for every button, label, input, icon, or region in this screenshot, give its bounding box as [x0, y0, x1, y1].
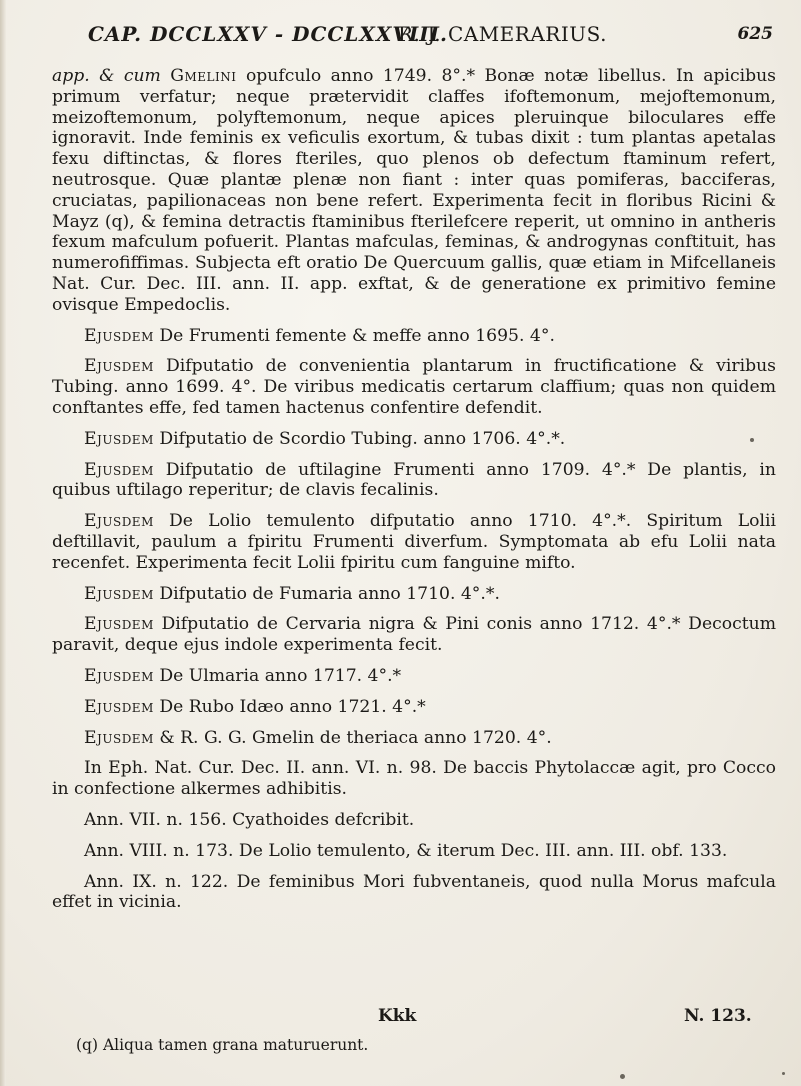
entry-de-scordio — [52, 429, 776, 450]
entry-de-ulmaria — [52, 666, 776, 687]
author-name: Ejusdem — [84, 614, 154, 635]
paper-speck — [782, 1072, 785, 1075]
signature-mark: Kkk — [378, 1006, 417, 1026]
entry-de-frumenti — [52, 326, 776, 347]
entry-text: Ann. IX. n. 122. De feminibus Mori fubventaneis, quod nulla Morus mafcula effet in vicinia. — [52, 871, 776, 913]
entry-ann-viii — [52, 841, 776, 862]
author-name: Ejusdem — [84, 511, 154, 532]
author-name: Gmelini — [170, 66, 237, 86]
entry-de-rubo — [52, 697, 776, 718]
footnote: (q) Aliqua tamen grana maturuerunt. — [76, 1036, 369, 1054]
author-name: Ejusdem — [84, 696, 154, 717]
entry-text: Difputatio de convenientia plantarum in fructificatione & viribus Tubing. anno 1699. 4°. De viribus medicatis certarum claffium; quas non quidem conftantes effe, fed tamen hactenus confentire defendit. — [52, 356, 776, 418]
entry-text: Ann. VII. n. 156. Cyathoides defcribit. — [84, 809, 415, 830]
entry-prefix: app. & cum — [52, 66, 171, 86]
entry-text: Difputatio de uftilagine Frumenti anno 1709. 4°.* De plantis, in quibus uftilago reperitur; de clavis fecalinis. — [52, 459, 776, 501]
entry-text: opufculo anno 1749. 8°.* Bonæ notæ libellus. In apicibus primum verfatur; neque prætervidit claffes ifoftemonum, mejoftemonum, meizoftemonum, polyftemonum, neque apices pleruinque biloculares effe ignoravit. Inde feminis ex veficulis exortum, & tubas dixit : tum plantas apetalas fexu diftinctas, & flores fteriles, quo plenos ob defectum ftaminum refert, neutrosque. Quæ plantæ plenæ non fiant : inter quas pomiferas, bacciferas, cruciatas, papilionaceas non bene refert. Experimenta fecit in floribus Ricini & Mayz (q), & femina detractis ftaminibus fterilefcere reperit, ut omnino in antheris fexum mafculum pofuerit. Plantas mafculas, feminas, & androgynas conftituit, has numerofiffimas. Subjecta eft oratio De Quercuum gallis, quæ etiam in Mifcellaneis Nat. Cur. Dec. III. ann. II. app. exftat, & de generatione ex primitivo femine ovisque Empedoclis. — [52, 66, 776, 315]
entry-de-theriaca — [52, 728, 776, 749]
page-edge-shadow — [0, 0, 6, 1086]
author-name: Ejusdem — [84, 325, 154, 346]
page-number: 625 — [737, 24, 773, 44]
entry-text: Difputatio de Fumaria anno 1710. 4°.*. — [153, 583, 500, 604]
entry-text: Difputatio de Scordio Tubing. anno 1706. 4°.*. — [153, 428, 566, 449]
entry-text: Difputatio de Cervaria nigra & Pini conis anno 1712. 4°.* Decoctum paravit, deque ejus indole experimenta fecit. — [52, 614, 776, 656]
entry-text: Ann. VIII. n. 173. De Lolio temulento, & iterum Dec. III. ann. III. obf. 133. — [84, 840, 728, 861]
entry-ann-ix — [52, 872, 776, 914]
author-name: Ejusdem — [84, 727, 154, 748]
paragraph-gmelini — [52, 66, 776, 316]
paper-speck — [750, 438, 754, 442]
entry-de-fumaria — [52, 584, 776, 605]
entry-eph-dec2 — [52, 758, 776, 800]
entry-de-lolio — [52, 511, 776, 573]
entry-text: De Ulmaria anno 1717. 4°.* — [153, 665, 402, 686]
running-head — [88, 22, 773, 50]
entry-text: De Rubo Idæo anno 1721. 4°.* — [153, 696, 426, 717]
entry-text: & R. G. G. Gmelin de theriaca anno 1720. 4°. — [153, 727, 552, 748]
catchword: N. 123. — [684, 1006, 752, 1026]
author-name: Ejusdem — [84, 428, 154, 449]
chapter-range: CAP. DCCLXXV - DCCLXXVIII. — [88, 22, 448, 46]
page-body — [52, 66, 776, 913]
paper-speck — [620, 1074, 625, 1079]
entry-ann-vii — [52, 810, 776, 831]
entry-de-convenientia — [52, 356, 776, 418]
entry-de-ustilagine — [52, 460, 776, 502]
entry-de-cervaria — [52, 614, 776, 656]
author-name: Ejusdem — [84, 356, 154, 377]
author-name: Ejusdem — [84, 665, 154, 686]
author-heading: R. J. CAMERARIUS. — [398, 22, 607, 46]
author-name: Ejusdem — [84, 459, 154, 480]
author-name: Ejusdem — [84, 583, 154, 604]
entry-text: De Frumenti femente & meffe anno 1695. 4°. — [153, 325, 555, 346]
entry-text: In Eph. Nat. Cur. Dec. II. ann. VI. n. 98. De baccis Phytolaccæ agit, pro Cocco in confectione alkermes adhibitis. — [52, 758, 776, 800]
entry-text: De Lolio temulento difputatio anno 1710. 4°.*. Spiritum Lolii deftillavit, paulum a fpiritu Frumenti diverfum. Symptomata ab efu Lolii nata recenfet. Experimenta fecit Lolii fpiritu cum fanguine mifto. — [52, 511, 776, 573]
